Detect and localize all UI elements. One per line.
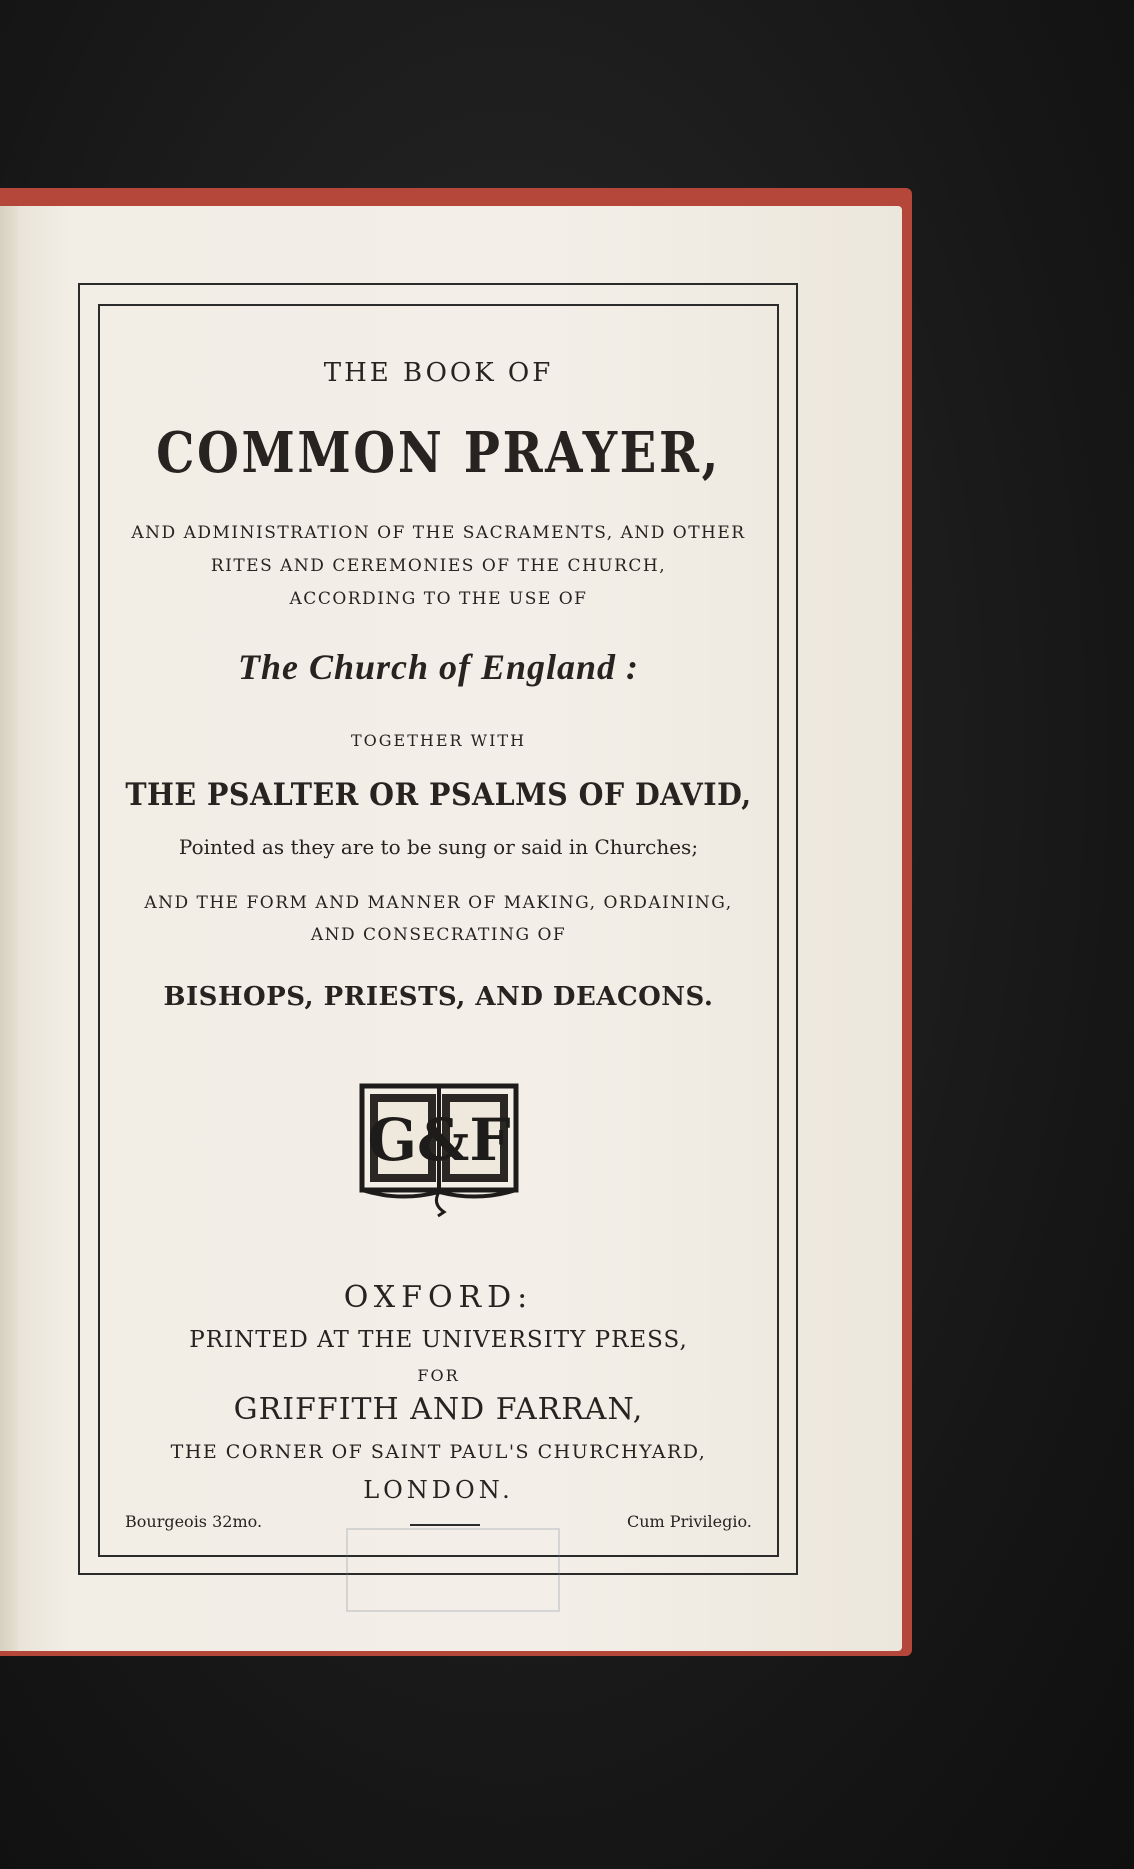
- imprint-printed-at: PRINTED AT THE UNIVERSITY PRESS,: [189, 1327, 688, 1353]
- subtitle-line-2: RITES AND CEREMONIES OF THE CHURCH,: [210, 556, 667, 576]
- form-line-1: AND THE FORM AND MANNER OF MAKING, ORDAINING,: [144, 893, 733, 913]
- short-rule: [410, 1524, 480, 1526]
- form-line-2: AND CONSECRATING OF: [310, 925, 567, 945]
- psalter-heading: THE PSALTER OR PSALMS OF DAVID,: [125, 777, 752, 813]
- privilege-note: Cum Privilegio.: [627, 1512, 752, 1531]
- church-of-england-blackletter: The Church of England :: [237, 647, 640, 687]
- imprint-address: THE CORNER OF SAINT PAUL'S CHURCHYARD,: [170, 1441, 707, 1463]
- imprint-city: LONDON.: [363, 1476, 514, 1504]
- together-with: TOGETHER WITH: [350, 731, 527, 750]
- subtitle-line-3: ACCORDING TO THE USE OF: [289, 589, 588, 609]
- imprint-oxford: OXFORD:: [343, 1280, 534, 1315]
- subtitle-line-1: AND ADMINISTRATION OF THE SACRAMENTS, AND OTHER: [131, 523, 746, 543]
- imprint-publisher: GRIFFITH AND FARRAN,: [233, 1392, 644, 1427]
- pointed-note: Pointed as they are to be sung or said in Churches;: [178, 835, 699, 859]
- format-note: Bourgeois 32mo.: [125, 1512, 263, 1531]
- printer-emblem-open-book: [356, 1080, 522, 1218]
- emblem-letters: G&F: [367, 1106, 511, 1174]
- imprint-for: FOR: [417, 1366, 460, 1385]
- faint-library-stamp: [346, 1528, 560, 1612]
- bishops-heading: BISHOPS, PRIESTS, AND DEACONS.: [163, 982, 714, 1012]
- heading-book-of: THE BOOK OF: [323, 358, 554, 388]
- heading-common-prayer: COMMON PRAYER,: [156, 420, 721, 486]
